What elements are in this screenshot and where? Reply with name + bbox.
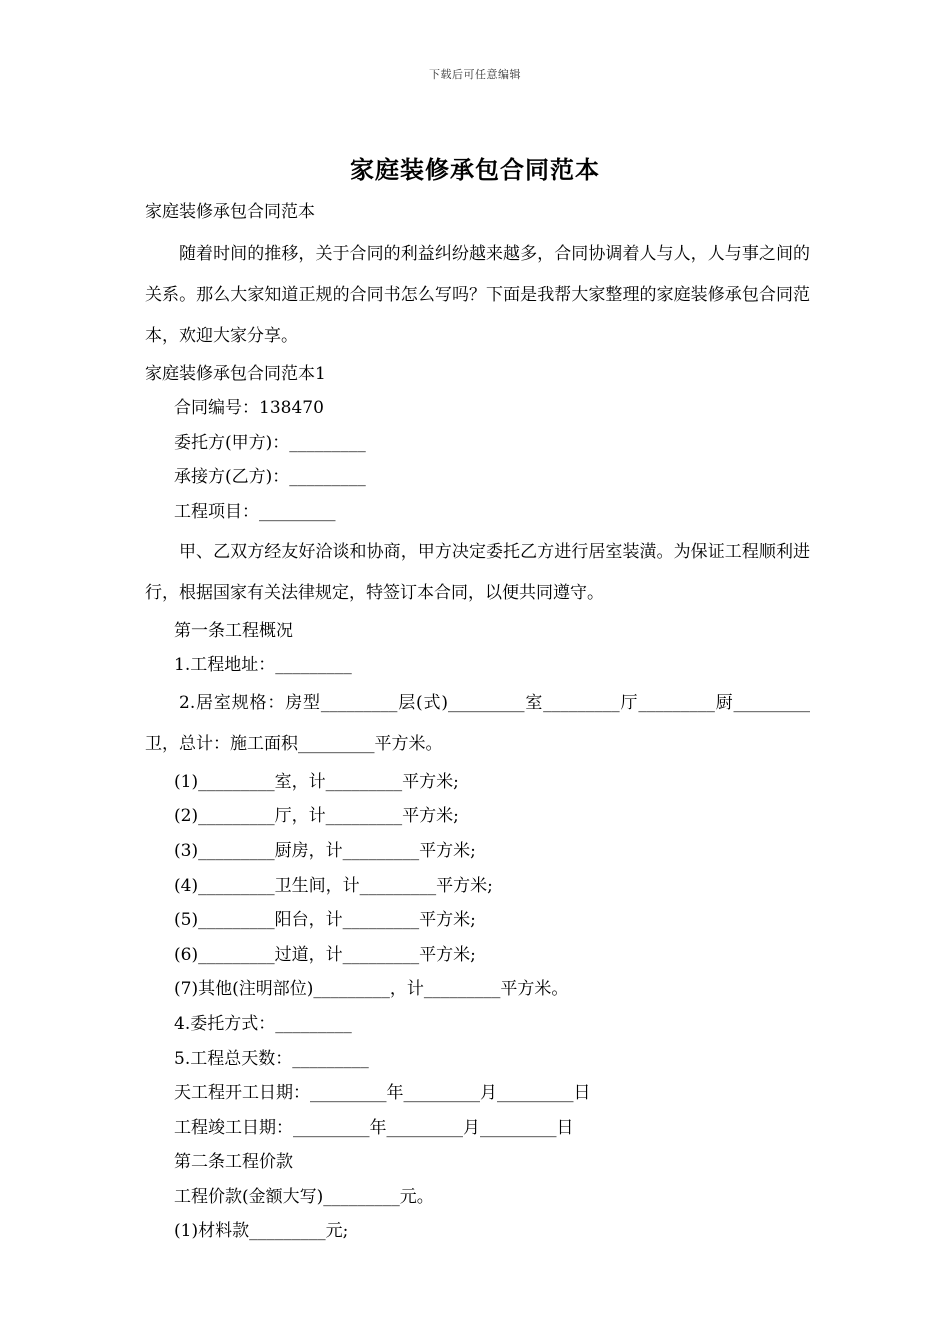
hall-line: (2)_________厅，计_________平方米;	[174, 806, 459, 827]
other-line: (7)其他(注明部位)_________，计_________平方米。	[174, 979, 569, 1000]
project-line: 工程项目：_________	[174, 501, 336, 522]
bathroom-line: (4)_________卫生间，计_________平方米;	[174, 875, 493, 896]
party-b-line: 承接方(乙方)：_________	[174, 467, 366, 488]
contract-number: 合同编号：138470	[174, 398, 324, 419]
kitchen-line: (3)_________厨房，计_________平方米;	[174, 840, 476, 861]
commission-method-line: 4.委托方式：_________	[174, 1013, 352, 1034]
room-spec-paragraph: 2.居室规格：房型_________层(式)_________室_________厅_________厨_________卫，总计：施工面积_________平方米。	[145, 692, 810, 754]
intro-paragraph: 随着时间的推移，关于合同的利益纠纷越来越多，合同协调着人与人，人与事之间的关系。那么大家知道正规的合同书怎么写吗？下面是我帮大家整理的家庭装修承包合同范本，欢迎大家分享。	[145, 243, 810, 346]
document-body	[145, 195, 810, 1249]
material-cost-line: (1)材料款_________元;	[174, 1221, 349, 1242]
project-price-line: 工程价款(金额大写)_________元。	[174, 1186, 434, 1207]
agreement-paragraph: 甲、乙双方经友好洽谈和协商，甲方决定委托乙方进行居室装潢。为保证工程顺利进行，根据国家有关法律规定，特签订本合同，以便共同遵守。	[145, 541, 810, 603]
start-date-line: 天工程开工日期：_________年_________月_________日	[174, 1083, 591, 1104]
party-a-line: 委托方(甲方)：_________	[174, 432, 366, 453]
corridor-line: (6)_________过道，计_________平方米;	[174, 944, 476, 965]
project-address-line: 1.工程地址：_________	[174, 655, 352, 676]
header-note: 下载后可任意编辑	[429, 68, 521, 81]
completion-date-line: 工程竣工日期：_________年_________月_________日	[174, 1117, 574, 1138]
total-days-line: 5.工程总天数：_________	[174, 1048, 369, 1069]
document-title: 家庭装修承包合同范本	[350, 155, 600, 184]
subtitle: 家庭装修承包合同范本	[145, 202, 315, 222]
article-2-heading: 第二条工程价款	[174, 1152, 293, 1173]
balcony-line: (5)_________阳台，计_________平方米;	[174, 910, 476, 931]
room-line: (1)_________室，计_________平方米;	[174, 771, 459, 792]
article-1-heading: 第一条工程概况	[174, 620, 293, 641]
section-heading: 家庭装修承包合同范本1	[145, 363, 326, 384]
